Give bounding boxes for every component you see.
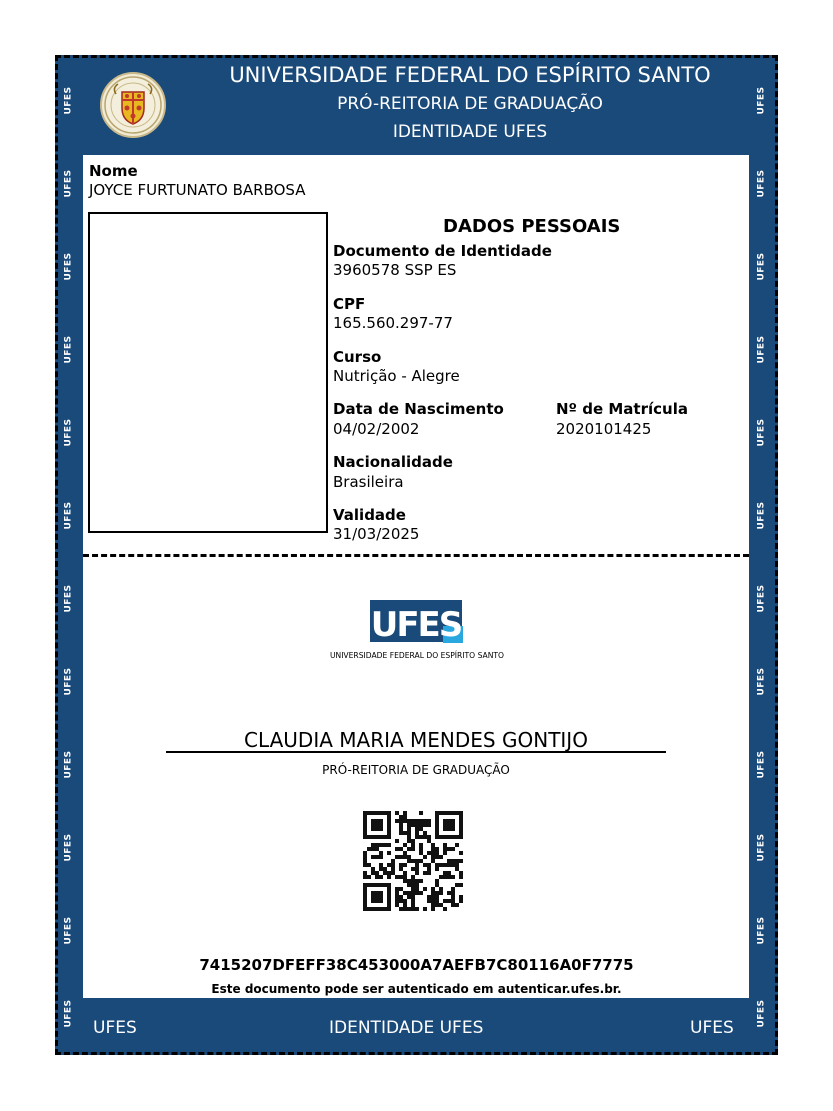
side-ufes-mark <box>57 664 81 700</box>
side-ufes-mark <box>57 166 81 202</box>
nationality-label: Nacionalidade <box>333 453 453 471</box>
personal-data-title: DADOS PESSOAIS <box>443 216 621 237</box>
course-value: Nutrição - Alegre <box>333 367 460 385</box>
name-label: Nome <box>89 162 138 180</box>
side-ufes-mark-text: UFES <box>63 667 74 696</box>
side-ufes-mark-text: UFES <box>63 916 74 945</box>
side-ufes-mark <box>57 830 81 866</box>
side-ufes-mark <box>57 581 81 617</box>
side-ufes-mark <box>750 166 774 202</box>
side-ufes-mark-text: UFES <box>63 999 74 1028</box>
university-title: UNIVERSIDADE FEDERAL DO ESPÍRITO SANTO <box>229 63 711 87</box>
university-seal-icon <box>100 72 166 138</box>
side-ufes-mark-text: UFES <box>63 252 74 281</box>
side-ufes-mark <box>57 332 81 368</box>
side-ufes-mark <box>750 830 774 866</box>
logo-caption: UNIVERSIDADE FEDERAL DO ESPÍRITO SANTO <box>329 651 505 660</box>
side-ufes-mark-text: UFES <box>756 252 767 281</box>
validity-value: 31/03/2025 <box>333 525 420 543</box>
footer-center-label: IDENTIDADE UFES <box>329 1018 484 1038</box>
side-ufes-mark-text: UFES <box>756 833 767 862</box>
side-ufes-mark-text: UFES <box>756 501 767 530</box>
side-ufes-mark <box>57 913 81 949</box>
side-ufes-mark <box>750 249 774 285</box>
side-ufes-mark-text: UFES <box>756 584 767 613</box>
cpf-value: 165.560.297-77 <box>333 314 453 332</box>
side-ufes-mark <box>750 83 774 119</box>
side-ufes-mark <box>57 415 81 451</box>
qr-code <box>355 803 472 920</box>
side-ufes-mark <box>750 498 774 534</box>
authentication-hash: 7415207DFEFF38C453000A7AEFB7C80116A0F7775 <box>199 956 634 974</box>
side-ufes-mark-text: UFES <box>756 86 767 115</box>
side-ufes-mark <box>57 747 81 783</box>
card-fold-divider <box>83 554 749 557</box>
side-ufes-mark <box>750 415 774 451</box>
side-ufes-mark-text: UFES <box>756 999 767 1028</box>
footer-left-label: UFES <box>93 1018 137 1038</box>
ufes-logo <box>325 598 510 666</box>
document-type-title: IDENTIDADE UFES <box>392 122 548 142</box>
side-ufes-mark <box>750 747 774 783</box>
enrollment-value: 2020101425 <box>556 420 652 438</box>
birth-date-label: Data de Nascimento <box>333 400 504 418</box>
cpf-label: CPF <box>333 295 366 313</box>
side-ufes-mark-text: UFES <box>63 335 74 364</box>
id-document-value: 3960578 SSP ES <box>333 261 457 279</box>
side-ufes-mark <box>57 249 81 285</box>
side-ufes-mark-text: UFES <box>63 418 74 447</box>
side-ufes-mark <box>57 83 81 119</box>
side-ufes-mark <box>750 913 774 949</box>
signer-name: CLAUDIA MARIA MENDES GONTIJO <box>244 728 588 752</box>
holder-name: JOYCE FURTUNATO BARBOSA <box>89 181 306 199</box>
photo-placeholder <box>88 212 328 533</box>
right-side-ufes-strip <box>750 58 774 1052</box>
side-ufes-mark-text: UFES <box>756 750 767 779</box>
side-ufes-mark-text: UFES <box>756 169 767 198</box>
birth-date-value: 04/02/2002 <box>333 420 420 438</box>
authentication-notice: Este documento pode ser autenticado em autenticar.ufes.br. <box>211 982 622 996</box>
side-ufes-mark-text: UFES <box>63 501 74 530</box>
side-ufes-mark-text: UFES <box>63 584 74 613</box>
side-ufes-mark-text: UFES <box>63 750 74 779</box>
footer-right-label: UFES <box>690 1018 734 1038</box>
side-ufes-mark <box>750 996 774 1032</box>
nationality-value: Brasileira <box>333 473 404 491</box>
signer-department: PRÓ-REITORIA DE GRADUAÇÃO <box>322 763 510 777</box>
side-ufes-mark <box>750 581 774 617</box>
logo-mark-text: UFES <box>370 605 462 645</box>
side-ufes-mark <box>750 332 774 368</box>
course-label: Curso <box>333 348 382 366</box>
side-ufes-mark-text: UFES <box>756 335 767 364</box>
side-ufes-mark <box>57 996 81 1032</box>
side-ufes-mark-text: UFES <box>756 418 767 447</box>
id-document-label: Documento de Identidade <box>333 242 552 260</box>
left-side-ufes-strip <box>57 58 81 1052</box>
side-ufes-mark-text: UFES <box>756 916 767 945</box>
side-ufes-mark <box>57 498 81 534</box>
validity-label: Validade <box>333 506 406 524</box>
side-ufes-mark-text: UFES <box>63 86 74 115</box>
side-ufes-mark-text: UFES <box>63 833 74 862</box>
side-ufes-mark-text: UFES <box>63 169 74 198</box>
signature-line <box>166 751 666 753</box>
enrollment-label: Nº de Matrícula <box>556 400 688 418</box>
side-ufes-mark <box>750 664 774 700</box>
side-ufes-mark-text: UFES <box>756 667 767 696</box>
department-title: PRÓ-REITORIA DE GRADUAÇÃO <box>337 94 603 114</box>
